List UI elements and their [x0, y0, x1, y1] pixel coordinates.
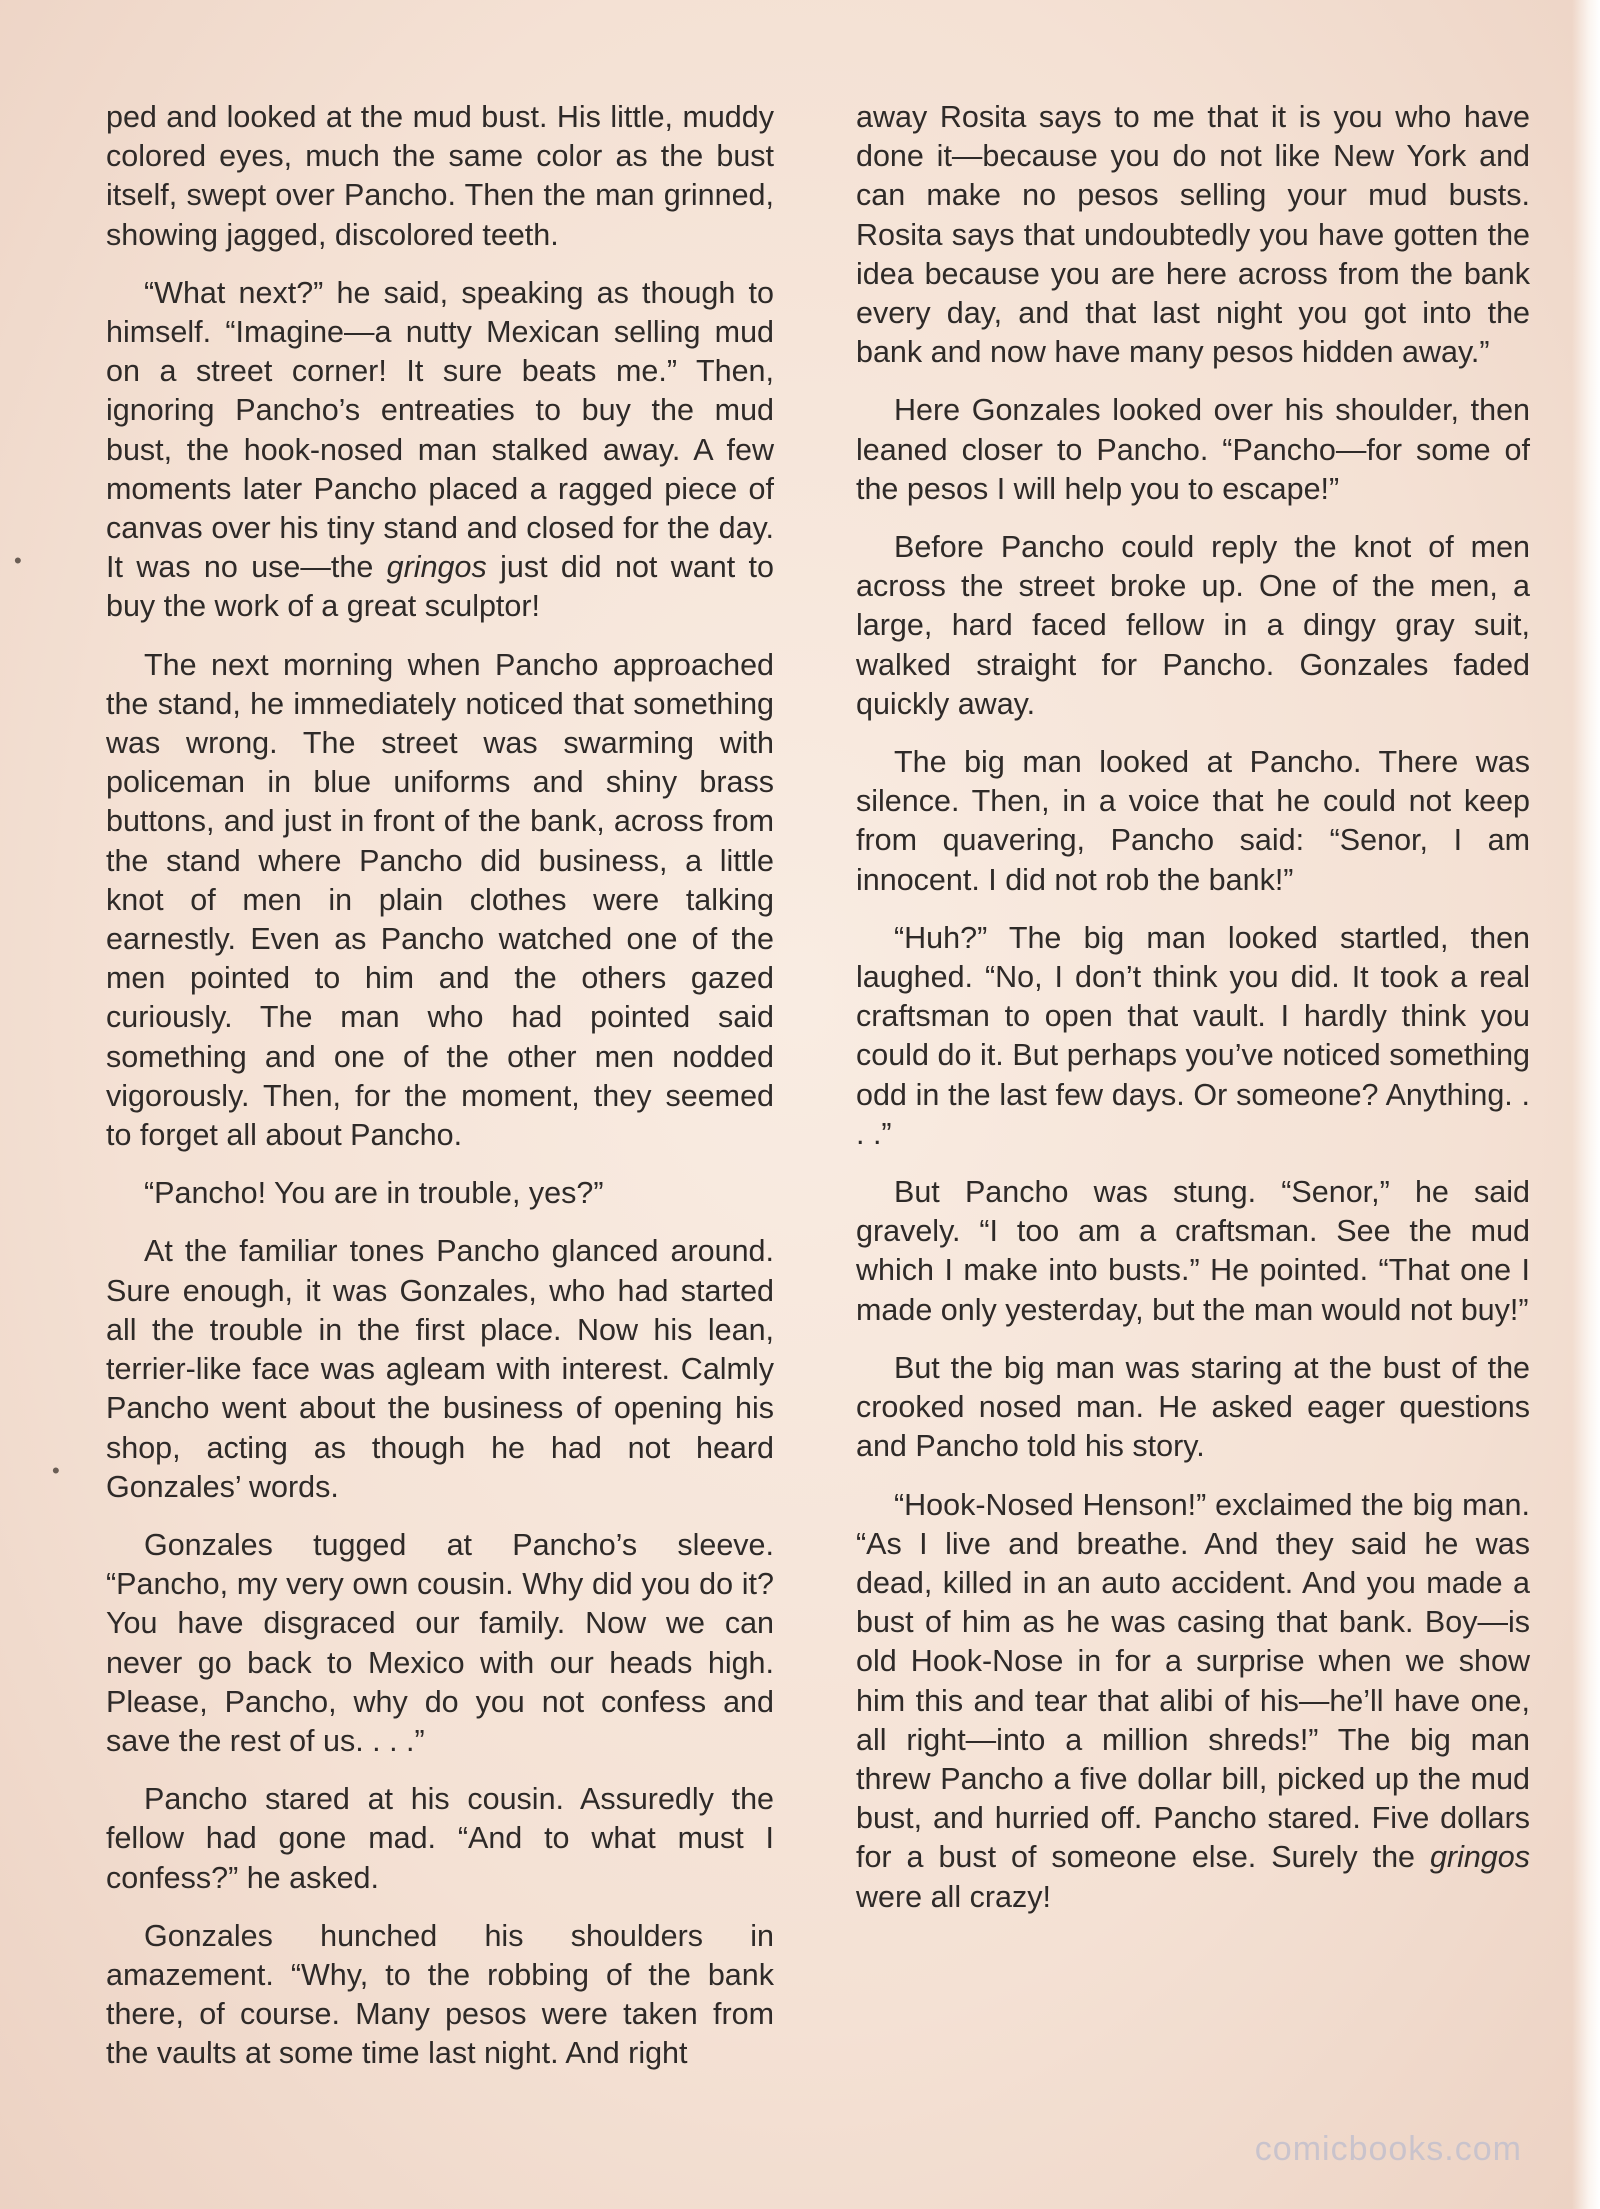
story-paragraph: [106, 1780, 774, 1898]
paragraph-text: But the big man was staring at the bust of the crooked nosed man. He asked eager questions and Pancho told his story.: [856, 1350, 1530, 1464]
story-paragraph: [106, 274, 774, 627]
right-column: [856, 98, 1530, 1936]
paragraph-text: But Pancho was stung. “Senor,” he said gravely. “I too am a craftsman. See the mud which I make into busts.” He pointed. “That one I made only yesterday, but the man would not buy!”: [856, 1175, 1530, 1327]
story-paragraph: [856, 743, 1530, 900]
page-edge: [1572, 0, 1600, 2209]
story-paragraph: [106, 98, 774, 255]
story-paragraph: [106, 1232, 774, 1506]
story-paragraph: [856, 1173, 1530, 1330]
paragraph-text: “Hook-Nosed Henson!” exclaimed the big man. “As I live and breathe. And they said he was dead, killed in an auto accident. And you made a bust of him as he was casing that bank. Boy—is old Hook-Nose in for a surprise when we show him this and tear that alibi of his—he’ll have one, all right—into a million shreds!” The big man threw Pancho a five dollar bill, picked up the mud bust, and hurried off. Pancho stared. Five dollars for a bust of someone else. Surely the: [856, 1487, 1530, 1875]
paragraph-text: At the familiar tones Pancho glanced around. Sure enough, it was Gonzales, who had started all the trouble in the first place. Now his lean, terrier-like face was agleam with interest. Calmly Pancho went about the business of opening his shop, acting as though he had not heard Gonzales’ words.: [106, 1234, 774, 1504]
paragraph-text: “Huh?” The big man looked startled, then laughed. “No, I don’t think you did. It took a real craftsman to open that vault. I hardly think you could do it. But perhaps you’ve noticed something odd in the last few days. Or someone? Anything. . . .”: [856, 920, 1530, 1151]
site-watermark: comicbooks.com: [1254, 2130, 1522, 2168]
paragraph-text: ped and looked at the mud bust. His little, muddy colored eyes, much the same color as the bust itself, swept over Pancho. Then the man grinned, showing jagged, discolored teeth.: [106, 100, 774, 252]
story-paragraph: [856, 919, 1530, 1154]
story-paragraph: [856, 391, 1530, 509]
paragraph-text: Gonzales hunched his shoulders in amazement. “Why, to the robbing of the bank there, of course. Many pesos were taken from the vaults at some time last night. And right: [106, 1918, 774, 2071]
story-paragraph: [856, 98, 1530, 372]
paragraph-text: Pancho stared at his cousin. Assuredly the fellow had gone mad. “And to what must I confess?” he asked.: [106, 1782, 774, 1895]
paragraph-text: were all crazy!: [856, 1879, 1051, 1914]
story-paragraph: [106, 1917, 774, 2074]
story-paragraph: [856, 528, 1530, 724]
paragraph-text: The next morning when Pancho approached the stand, he immediately noticed that something was wrong. The street was swarming with policeman in blue uniforms and shiny brass buttons, and just in front of the bank, across from the stand where Pancho did business, a little knot of men in plain clothes were talking earnestly. Even as Pancho watched one of the men pointed to him and the others gazed curiously. The man who had pointed said something and one of the other men nodded vigorously. Then, for the moment, they seemed to forget all about Pancho.: [106, 647, 774, 1153]
margin-mark: •: [52, 1458, 60, 1483]
italic-word: gringos: [1429, 1840, 1530, 1875]
left-column: [106, 98, 774, 2093]
paragraph-text: away Rosita says to me that it is you who have done it—because you do not like New York and can make no pesos selling your mud busts. Rosita says that undoubtedly you have gotten the idea because you are here across from the bank every day, and that last night you got into the bank and now have many pesos hidden away.”: [856, 100, 1530, 370]
paragraph-text: “Pancho! You are in trouble, yes?”: [144, 1176, 604, 1211]
margin-mark: •: [14, 548, 22, 573]
story-paragraph: [856, 1486, 1530, 1917]
paragraph-text: Here Gonzales looked over his shoulder, then leaned closer to Pancho. “Pancho—for some of the pesos I will help you to escape!”: [856, 393, 1530, 506]
story-paragraph: [106, 1174, 774, 1213]
paragraph-text: just did not want to buy the work of a great sculptor!: [106, 550, 774, 624]
paragraph-text: Gonzales tugged at Pancho’s sleeve. “Pancho, my very own cousin. Why did you do it? You have disgraced our family. Now we can never go back to Mexico with our heads high. Please, Pancho, why do you not confess and save the rest of us. . . .”: [106, 1527, 774, 1758]
paragraph-text: The big man looked at Pancho. There was silence. Then, in a voice that he could not keep from quavering, Pancho said: “Senor, I am innocent. I did not rob the bank!”: [856, 745, 1530, 897]
story-paragraph: [856, 1349, 1530, 1467]
story-paragraph: [106, 646, 774, 1156]
story-paragraph: [106, 1526, 774, 1761]
paragraph-text: Before Pancho could reply the knot of men across the street broke up. One of the men, a large, hard faced fellow in a dingy gray suit, walked straight for Pancho. Gonzales faded quickly away.: [856, 530, 1530, 721]
paragraph-text: “What next?” he said, speaking as though to himself. “Imagine—a nutty Mexican selling mud on a street corner! It sure beats me.” Then, ignoring Pancho’s entreaties to buy the mud bust, the hook-nosed man stalked away. A few moments later Pancho placed a ragged piece of canvas over his tiny stand and closed for the day. It was no use—the: [106, 275, 774, 585]
italic-word: gringos: [386, 550, 487, 585]
